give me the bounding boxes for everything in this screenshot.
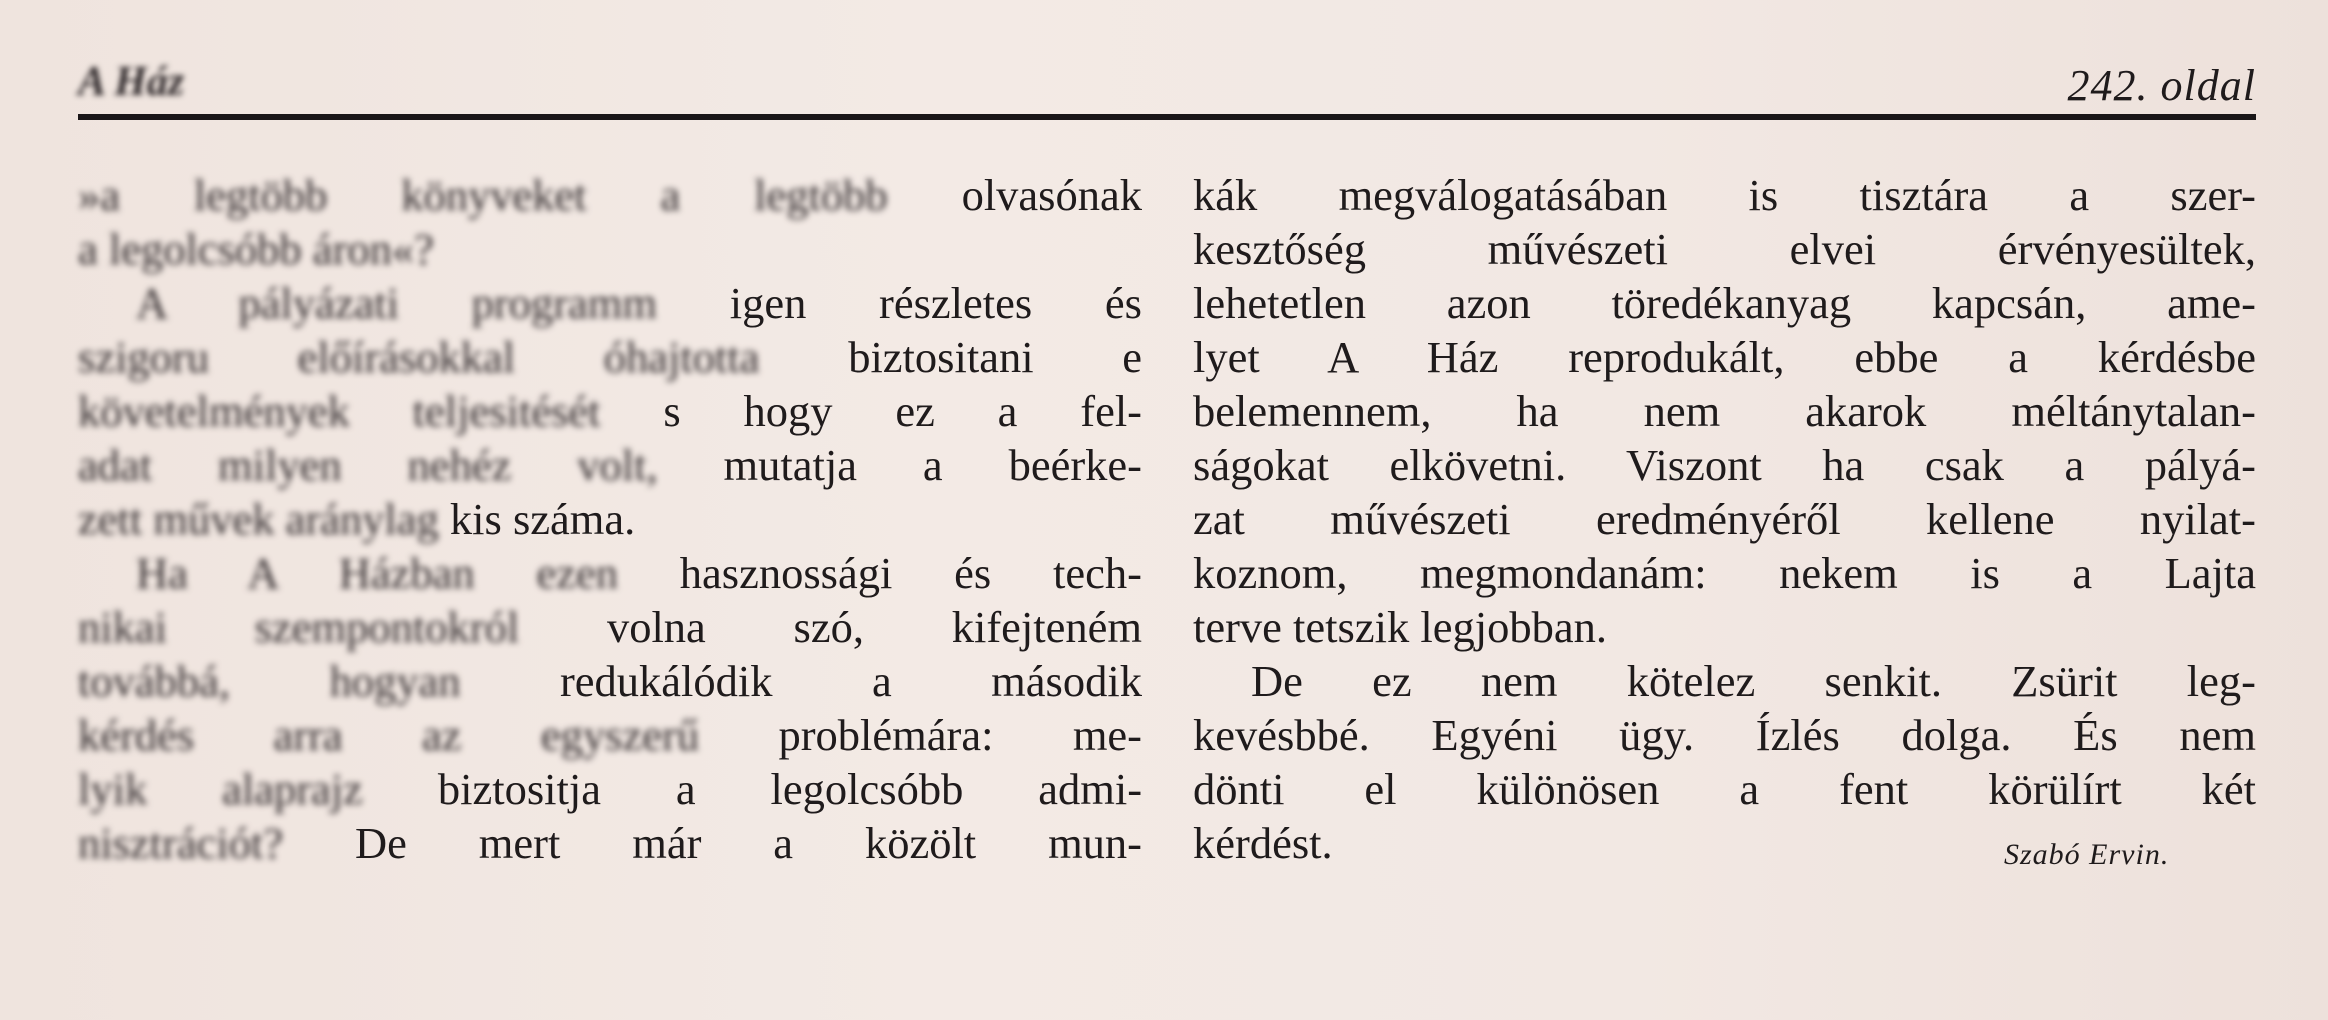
text-line: kák megválogatásában is tisztára a szer- bbox=[1193, 170, 2256, 220]
header-rule bbox=[78, 114, 2256, 120]
clear-text: problémára: me- bbox=[699, 710, 1143, 760]
left-column bbox=[78, 168, 1142, 870]
text-line: koznom, megmondanám: nekem is a Lajta bbox=[1193, 548, 2256, 598]
blurred-text: adat milyen nehéz volt, bbox=[78, 440, 658, 490]
blurred-text: a legolcsóbb áron«? bbox=[78, 224, 434, 274]
blurred-text: továbbá, hogyan bbox=[78, 656, 461, 706]
text-line bbox=[78, 708, 1142, 762]
clear-text: kis száma. bbox=[438, 494, 636, 544]
text-line bbox=[78, 168, 1142, 222]
text-line bbox=[78, 762, 1142, 816]
text-line: kesztőség művészeti elvei érvényesültek, bbox=[1193, 224, 2256, 274]
clear-text: biztositja a legolcsóbb admi- bbox=[362, 764, 1143, 814]
text-line bbox=[78, 438, 1142, 492]
blurred-text: kérdés arra az egyszerű bbox=[78, 710, 700, 760]
clear-text: redukálódik a második bbox=[460, 656, 1142, 706]
blurred-text: Ha A Házban ezen bbox=[136, 548, 618, 598]
blurred-text: szigoru előírásokkal óhajtotta bbox=[78, 332, 760, 382]
author-signature: Szabó Ervin. bbox=[2004, 838, 2170, 871]
text-line: belemennem, ha nem akarok méltánytalan- bbox=[1193, 386, 2256, 436]
clear-text: hasznossági és tech- bbox=[617, 548, 1142, 598]
text-line: lehetetlen azon töredékanyag kapcsán, ame- bbox=[1193, 278, 2256, 328]
clear-text: olvasónak bbox=[887, 170, 1143, 220]
clear-text: s hogy ez a fel- bbox=[600, 386, 1143, 436]
text-line: zat művészeti eredményéről kellene nyilat- bbox=[1193, 494, 2256, 544]
blurred-text: lyik alaprajz bbox=[78, 764, 363, 814]
blurred-text: nikai szempontokról bbox=[78, 602, 520, 652]
blurred-text: zett művek aránylag bbox=[78, 494, 439, 544]
text-line: lyet A Ház reprodukált, ebbe a kérdésbe bbox=[1193, 332, 2256, 382]
text-line: ságokat elkövetni. Viszont ha csak a pályá- bbox=[1193, 440, 2256, 490]
right-column bbox=[1193, 168, 2256, 870]
text-line bbox=[78, 654, 1142, 708]
clear-text: biztositani e bbox=[759, 332, 1142, 382]
text-line: dönti el különösen a fent körülírt két bbox=[1193, 764, 2256, 814]
text-line bbox=[78, 222, 1142, 276]
clear-text: mutatja a beérke- bbox=[657, 440, 1142, 490]
page-number: 242. oldal bbox=[2067, 61, 2256, 110]
page-header bbox=[78, 58, 2256, 108]
blurred-text: követelmények teljesitését bbox=[78, 386, 601, 436]
text-line: kevésbbé. Egyéni ügy. Ízlés dolga. És nem bbox=[1193, 710, 2256, 760]
clear-text: volna szó, kifejteném bbox=[519, 602, 1142, 652]
clear-text: igen részletes és bbox=[657, 278, 1142, 328]
text-line bbox=[78, 384, 1142, 438]
text-line: terve tetszik legjobban. bbox=[1193, 602, 1607, 652]
text-line: De ez nem kötelez senkit. Zsürit leg- bbox=[1251, 656, 2256, 706]
text-line bbox=[78, 330, 1142, 384]
clear-text: De mert már a közölt mun- bbox=[283, 818, 1142, 868]
text-line bbox=[78, 546, 1142, 600]
text-line: kérdést. bbox=[1193, 818, 1333, 868]
blurred-text: »a legtöbb könyveket a legtöbb bbox=[78, 170, 888, 220]
magazine-title: A Ház bbox=[78, 59, 185, 105]
blurred-text: nisztrációt? bbox=[78, 818, 284, 868]
text-line bbox=[78, 276, 1142, 330]
blurred-text: A pályázati programm bbox=[136, 278, 658, 328]
text-line bbox=[78, 600, 1142, 654]
text-line bbox=[78, 492, 1142, 546]
text-line bbox=[78, 816, 1142, 870]
